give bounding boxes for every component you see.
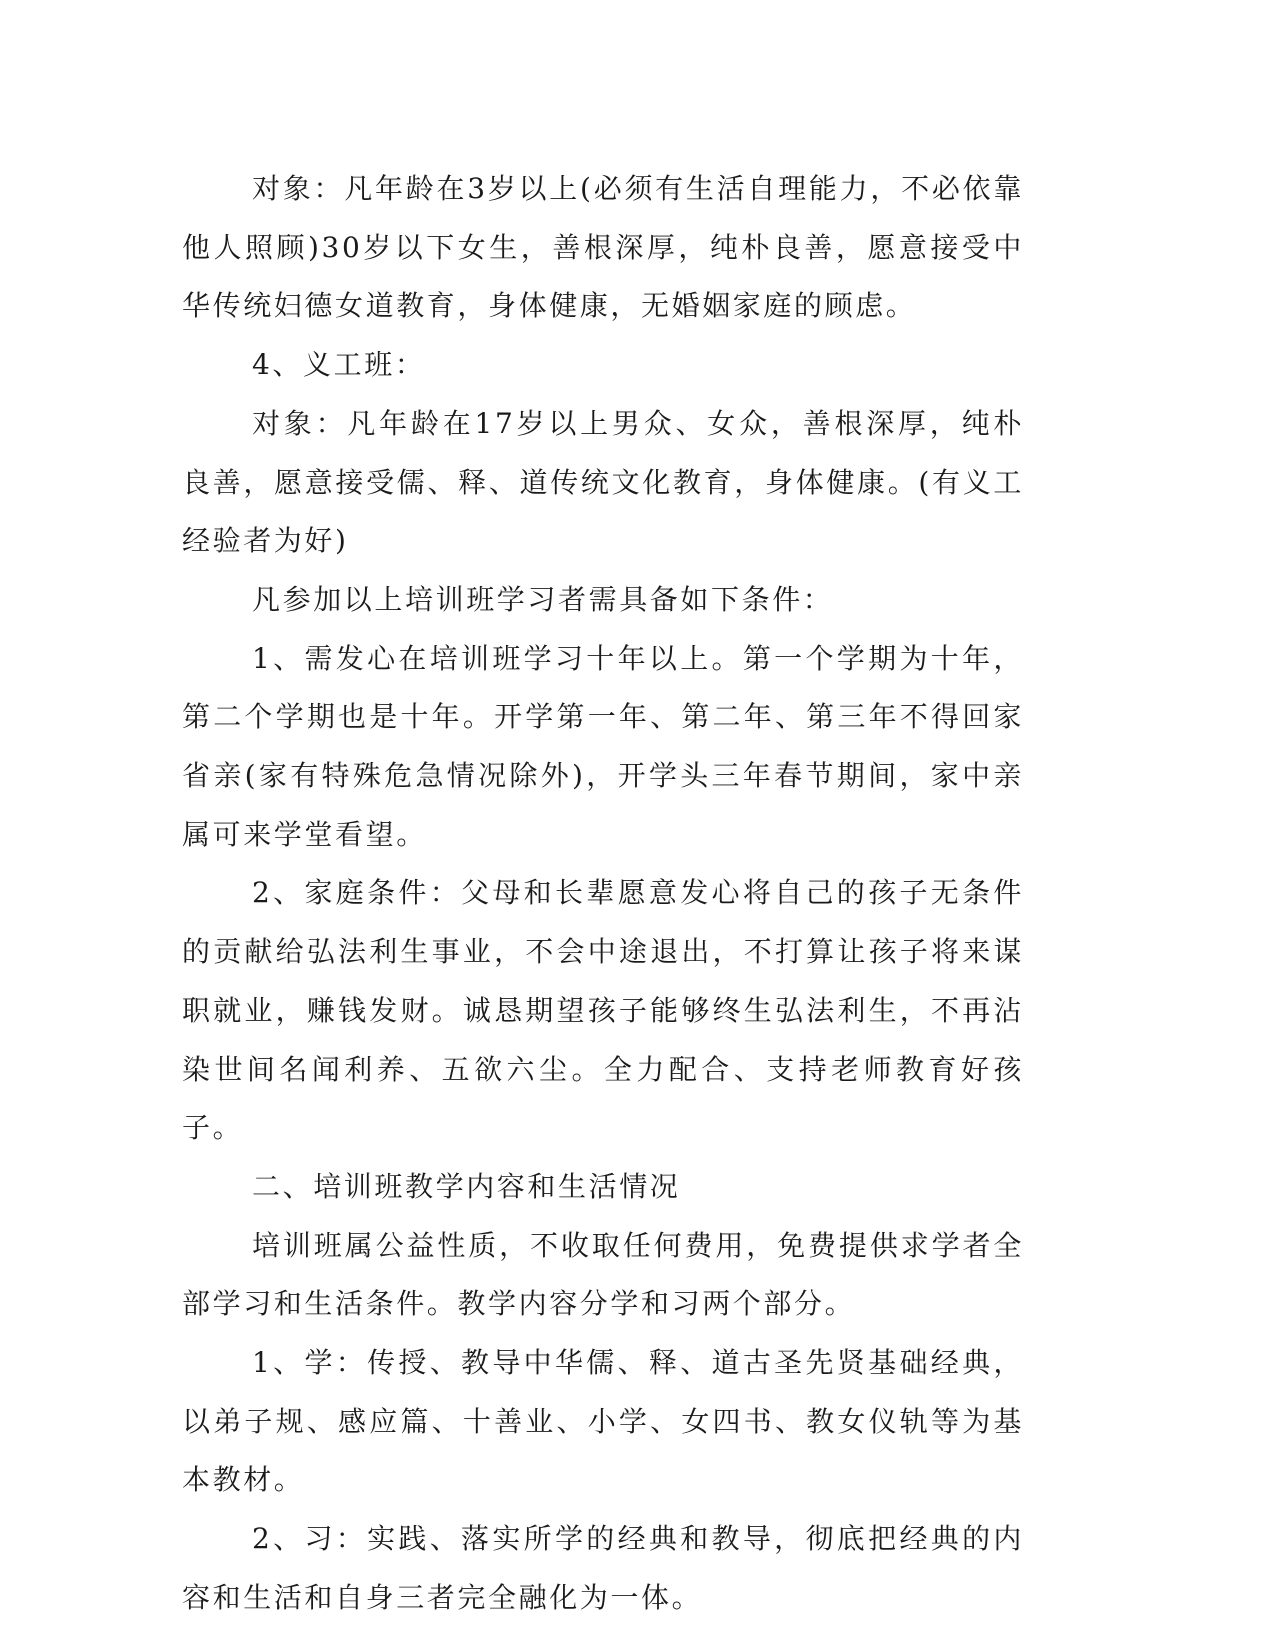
- heading-volunteer-class: 4、义工班：: [252, 348, 426, 382]
- document-body: [182, 160, 1024, 1628]
- paragraph-practice: 2、习：实践、落实所学的经典和教导，彻底把经典的内容和生活和自身三者完全融化为一体。: [182, 1522, 1024, 1614]
- paragraph-target-volunteers: 对象：凡年龄在17岁以上男众、女众，善根深厚，纯朴良善，愿意接受儒、释、道传统文化教育，身体健康。(有义工经验者为好): [182, 406, 1024, 558]
- section-heading-teaching: 二、培训班教学内容和生活情况: [252, 1169, 681, 1203]
- paragraph-public-welfare: 培训班属公益性质，不收取任何费用，免费提供求学者全部学习和生活条件。教学内容分学和习两个部分。: [182, 1228, 1024, 1321]
- paragraph-study: 1、学：传授、教导中华儒、释、道古圣先贤基础经典，以弟子规、感应篇、十善业、小学、女四书、教女仪轨等为基本教材。: [182, 1346, 1024, 1497]
- paragraph-conditions-intro: 凡参加以上培训班学习者需具备如下条件：: [252, 582, 834, 616]
- paragraph-target-girls: 对象：凡年龄在3岁以上(必须有生活自理能力，不必依靠他人照顾)30岁以下女生，善根深厚，纯朴良善，愿意接受中华传统妇德女道教育，身体健康，无婚姻家庭的顾虑。: [182, 172, 1024, 323]
- paragraph-condition-1: 1、需发心在培训班学习十年以上。第一个学期为十年，第二个学期也是十年。开学第一年、第二年、第三年不得回家省亲(家有特殊危急情况除外)，开学头三年春节期间，家中亲属可来学堂看望。: [182, 641, 1024, 851]
- paragraph-condition-2: 2、家庭条件：父母和长辈愿意发心将自己的孩子无条件的贡献给弘法利生事业，不会中途退出，不打算让孩子将来谋职就业，赚钱发财。诚恳期望孩子能够终生弘法利生，不再沾染世间名闻利养、五欲六尘。全力配合、支持老师教育好孩子。: [182, 876, 1024, 1145]
